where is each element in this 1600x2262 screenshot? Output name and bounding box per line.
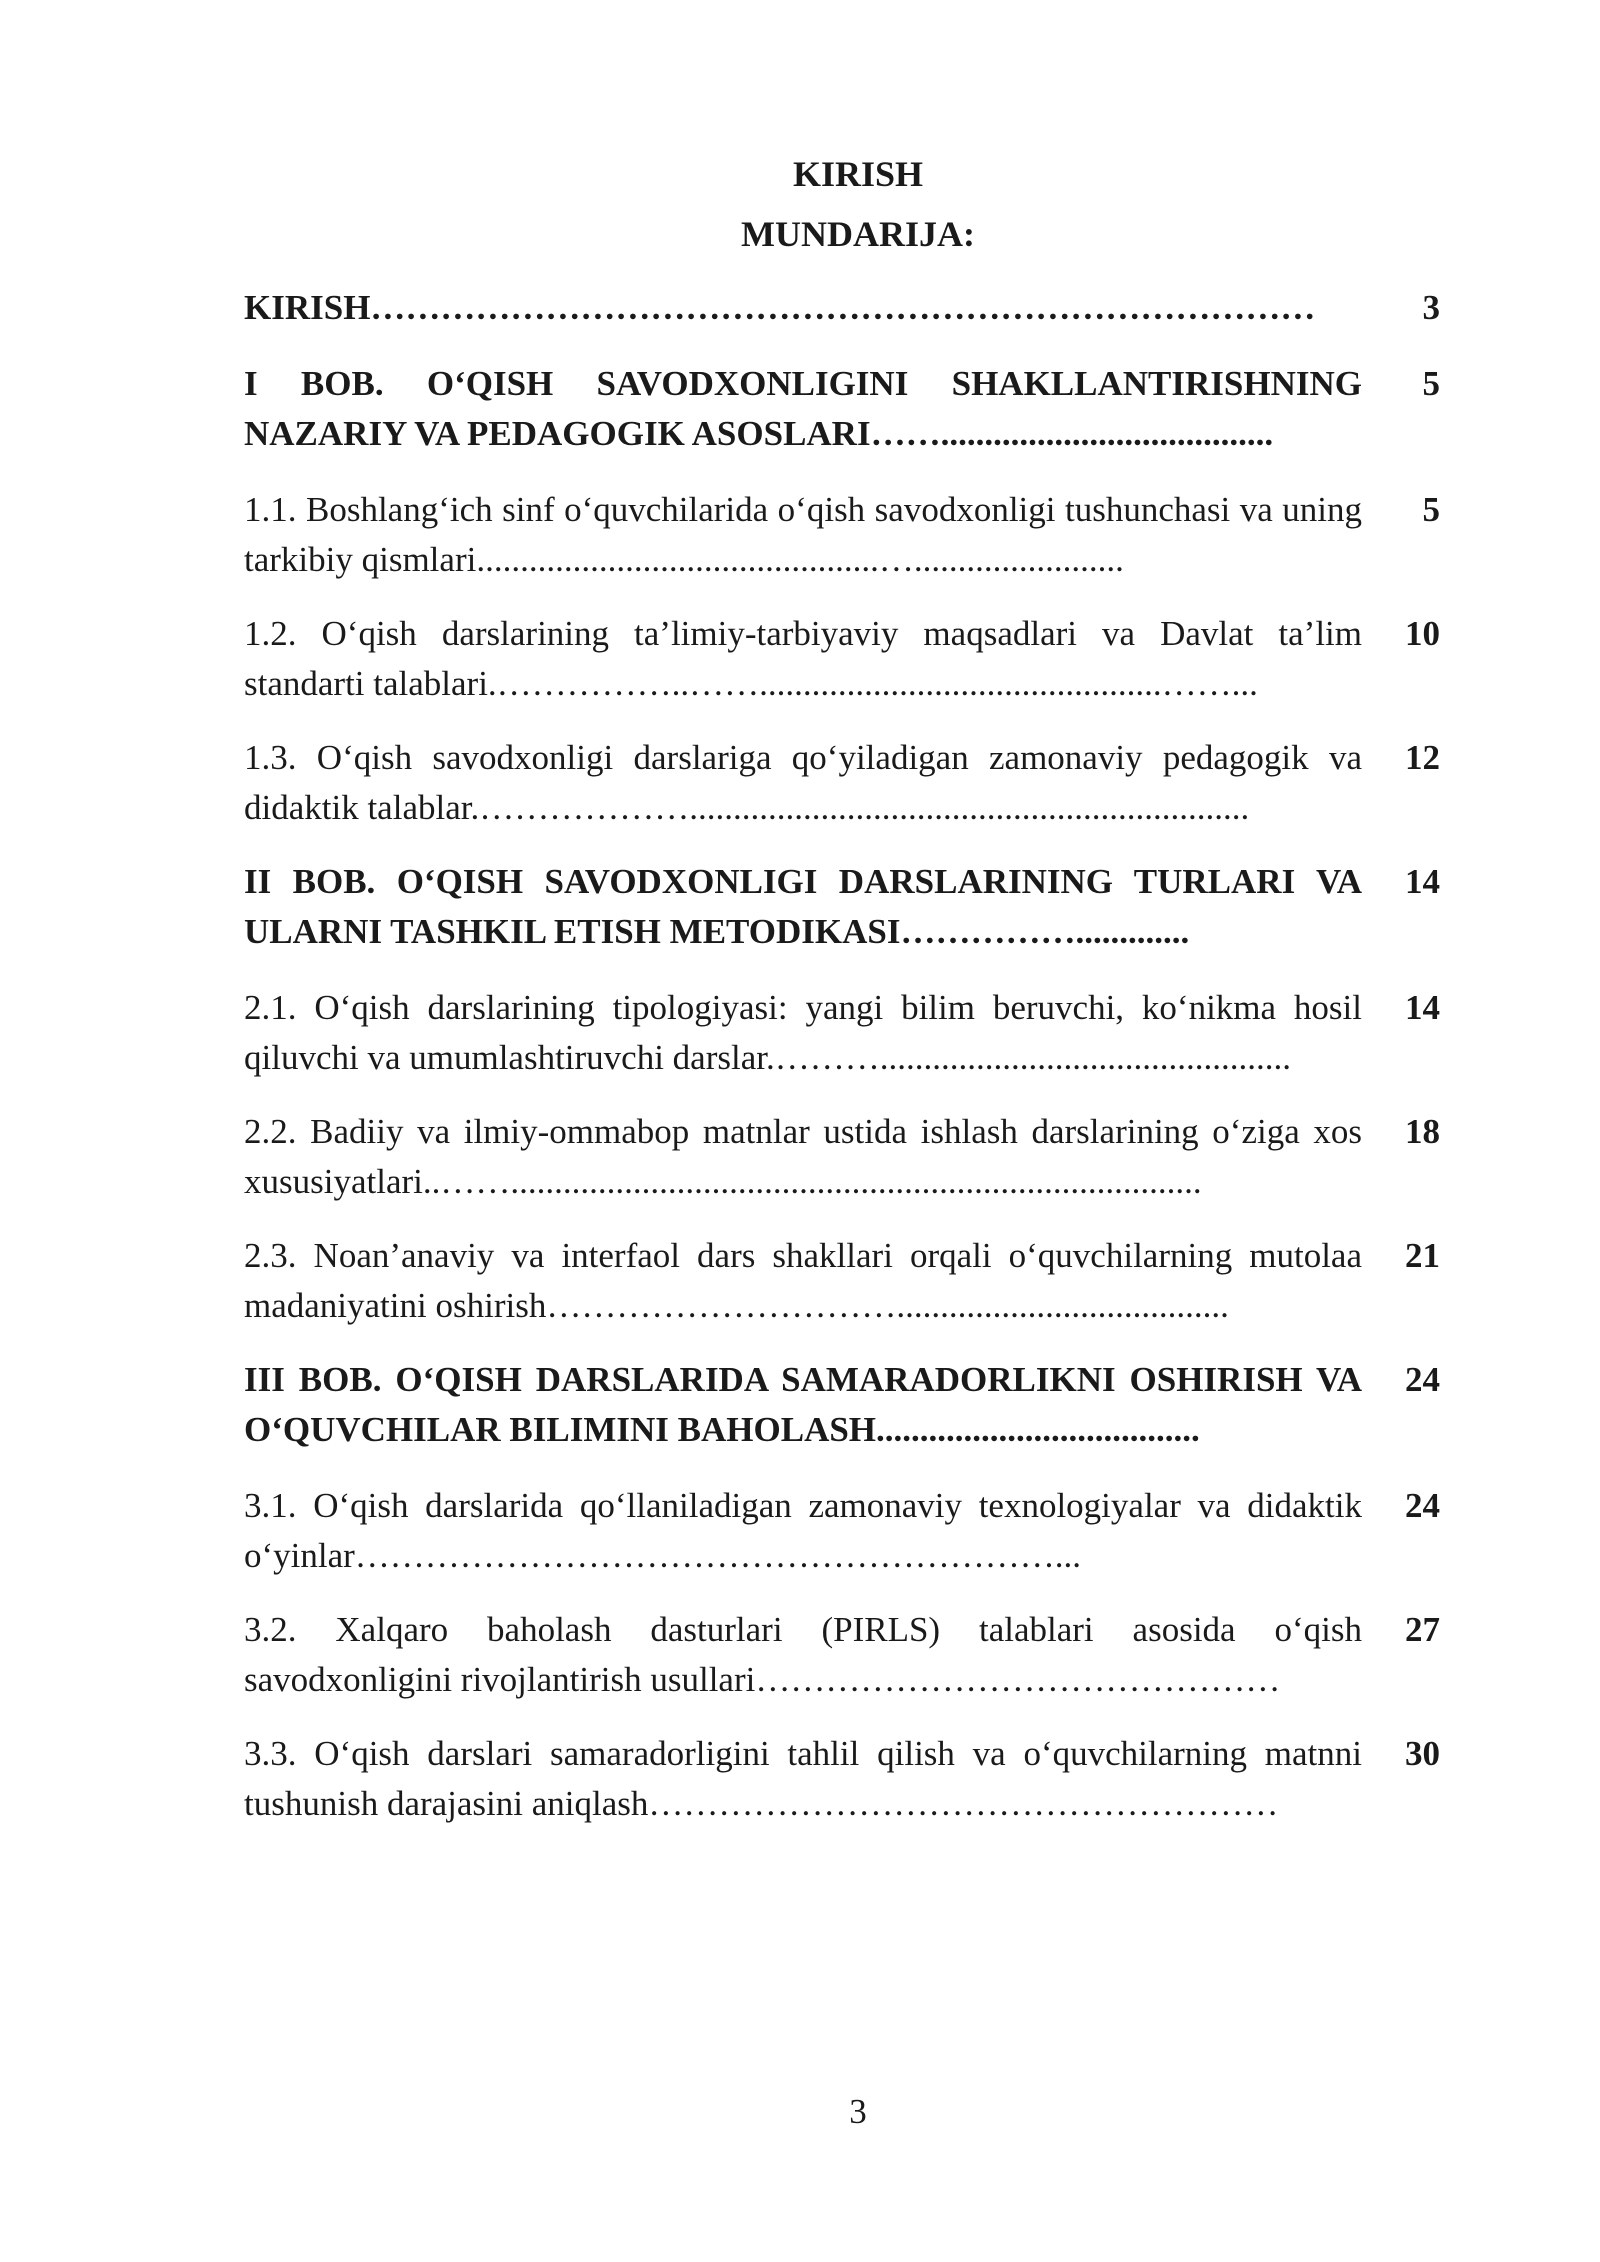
toc-entry-title: III BOB. O‘QISH DARSLARIDA SAMARADORLIKNI OSHIRISH VA O‘QUVCHILAR BILIMINI BAHOLASH.....................................: [244, 1360, 1362, 1449]
toc-entry-1-1: [244, 485, 1440, 585]
toc-entry-2-1: [244, 983, 1440, 1083]
toc-entry-chapter-1: [244, 359, 1440, 459]
heading-mundarija: MUNDARIJA:: [741, 214, 975, 254]
toc-entry-title: 1.1. Boshlang‘ich sinf o‘quvchilarida o‘qish savodxonligi tushunchasi va uning tarkibiy qismlari..............................................…........................: [244, 490, 1362, 579]
toc-entry-page: 24: [1405, 1486, 1440, 1525]
toc-entry-chapter-3: [244, 1355, 1440, 1455]
toc-entry-1-3: [244, 733, 1440, 833]
toc-entry-2-3: [244, 1231, 1440, 1331]
toc-entry-page: 18: [1405, 1112, 1440, 1151]
toc-entry-title: 2.2. Badiiy va ilmiy-ommabop matnlar ustida ishlash darslarining o‘ziga xos xususiyatlari..……...............................................................................: [244, 1112, 1362, 1201]
toc-entry-2-2: [244, 1107, 1440, 1207]
toc-entry-page: 3: [1422, 288, 1440, 327]
toc-entry-page: 30: [1405, 1734, 1440, 1773]
toc-entry-title: 2.1. O‘qish darslarining tipologiyasi: yangi bilim beruvchi, ko‘nikma hosil qiluvchi va umumlashtiruvchi darslar.………...............................................: [244, 988, 1362, 1077]
toc-entry-chapter-2: [244, 857, 1440, 957]
heading-kirish: KIRISH: [792, 154, 924, 194]
toc-entry-page: 21: [1405, 1236, 1440, 1275]
toc-entry-3-2: [244, 1605, 1440, 1705]
toc-entry-kirish: [244, 283, 1440, 333]
toc-entry-title: 3.1. O‘qish darslarida qo‘llaniladigan zamonaviy texnologiyalar va didaktik o‘yinlar……………………………………………………...: [244, 1486, 1362, 1575]
toc-entry-title: 2.3. Noan’anaviy va interfaol dars shakllari orqali o‘quvchilarning mutolaa madaniyatini oshirish…………………………......................................: [244, 1236, 1362, 1325]
toc-entry-title: KIRISH………………………………………………………………………: [244, 288, 1316, 327]
toc-entry-title: I BOB. O‘QISH SAVODXONLIGINI SHAKLLANTIRISHNING NAZARIY VA PEDAGOGIK ASOSLARI……......................................: [244, 364, 1362, 453]
toc-entry-page: 14: [1405, 988, 1440, 1027]
toc-entry-page: 24: [1405, 1360, 1440, 1399]
toc-entry-page: 10: [1405, 614, 1440, 653]
toc-entry-page: 14: [1405, 862, 1440, 901]
toc-entry-title: II BOB. O‘QISH SAVODXONLIGI DARSLARINING TURLARI VA ULARNI TASHKIL ETISH METODIKASI…………….............: [244, 862, 1362, 951]
toc-entry-title: 3.2. Xalqaro baholash dasturlari (PIRLS) talablari asosida o‘qish savodxonligini rivojlantirish usullari………………………………………: [244, 1610, 1362, 1699]
table-of-contents: [244, 283, 1440, 1853]
toc-entry-3-3: [244, 1729, 1440, 1829]
toc-entry-title: 1.3. O‘qish savodxonligi darslariga qo‘yiladigan zamonaviy pedagogik va didaktik talablar.………………................................................................: [244, 738, 1362, 827]
toc-entry-page: 5: [1422, 490, 1440, 529]
page-number: 3: [849, 2092, 867, 2131]
toc-entry-page: 27: [1405, 1610, 1440, 1649]
toc-entry-page: 5: [1422, 364, 1440, 403]
toc-entry-title: 3.3. O‘qish darslari samaradorligini tahlil qilish va o‘quvchilarning matnni tushunish darajasini aniqlash………………………………………………: [244, 1734, 1362, 1823]
toc-entry-page: 12: [1405, 738, 1440, 777]
toc-entry-1-2: [244, 609, 1440, 709]
toc-entry-title: 1.2. O‘qish darslarining ta’limiy-tarbiyaviy maqsadlari va Davlat ta’lim standarti talablari.……………..……..............................................……...: [244, 614, 1362, 703]
toc-entry-3-1: [244, 1481, 1440, 1581]
